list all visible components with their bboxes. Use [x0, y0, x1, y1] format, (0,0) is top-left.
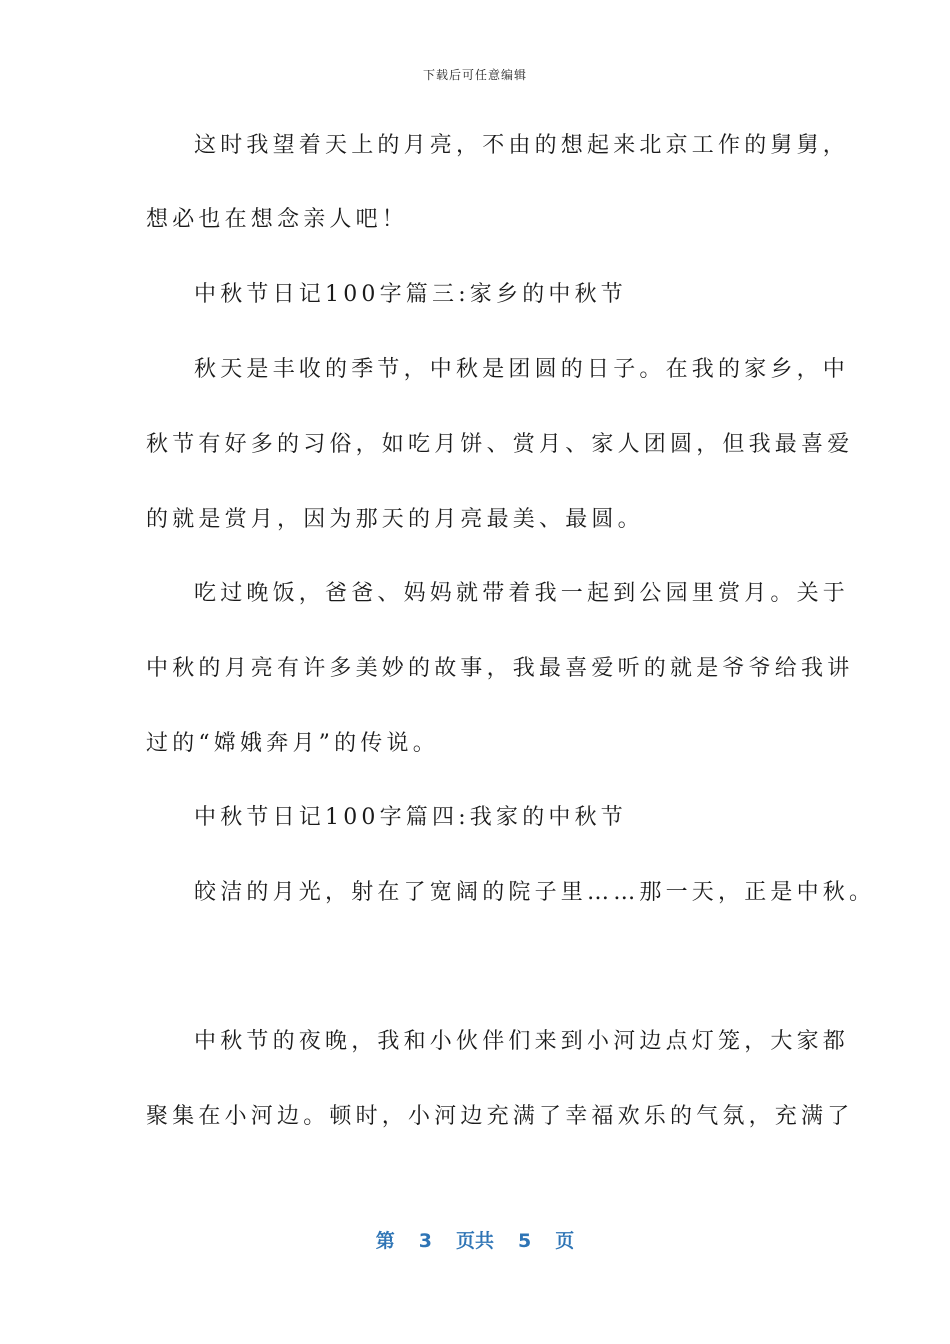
paragraph-line: 这时我望着天上的月亮，不由的想起来北京工作的舅舅， — [194, 133, 850, 158]
paragraph-line: 的就是赏月，因为那天的月亮最美、最圆。 — [146, 507, 644, 532]
paragraph-line: 想必也在想念亲人吧！ — [146, 207, 409, 232]
footer-prefix: 第 — [375, 1230, 395, 1252]
section-heading: 中秋节日记100字篇三:家乡的中秋节 — [194, 282, 628, 307]
paragraph-line: 秋天是丰收的季节，中秋是团圆的日子。在我的家乡，中 — [194, 357, 850, 382]
paragraph-line: 过的“嫦娥奔月”的传说。 — [146, 731, 439, 756]
footer-middle: 页共 — [455, 1230, 494, 1252]
paragraph-line: 中秋节的夜晚，我和小伙伴们来到小河边点灯笼，大家都 — [194, 1029, 850, 1054]
paragraph-line: 中秋的月亮有许多美妙的故事，我最喜爱听的就是爷爷给我讲 — [146, 656, 854, 681]
paragraph-line: 聚集在小河边。顿时，小河边充满了幸福欢乐的气氛，充满了 — [146, 1104, 854, 1129]
total-page-number: 5 — [518, 1230, 532, 1252]
section-heading: 中秋节日记100字篇四:我家的中秋节 — [194, 805, 628, 830]
page-number-footer — [0, 1226, 950, 1253]
paragraph-line: 吃过晚饭，爸爸、妈妈就带着我一起到公园里赏月。关于 — [194, 581, 850, 606]
paragraph-line: 秋节有好多的习俗，如吃月饼、赏月、家人团圆，但我最喜爱 — [146, 432, 854, 457]
paragraph-line: 皎洁的月光，射在了宽阔的院子里……那一天，正是中秋。 — [194, 880, 876, 905]
header-note: 下载后可任意编辑 — [422, 68, 527, 82]
footer-suffix: 页 — [555, 1230, 575, 1252]
current-page-number: 3 — [418, 1230, 432, 1252]
